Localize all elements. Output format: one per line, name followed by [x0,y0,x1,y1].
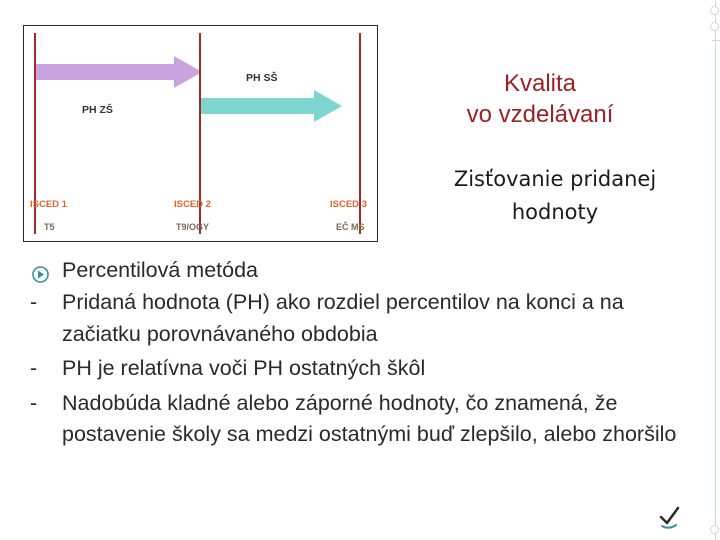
template-border-ornament [710,6,719,15]
dash-bullet-icon: - [30,356,38,380]
value-added-timeline-figure [23,25,378,242]
milestone-isced-label: ISCED 2 [174,199,211,210]
sub-bullet-text: Pridaná hodnota (PH) ako rozdiel percentilov na konci a na začiatku porovnávaného obdobia [62,290,624,346]
template-border-ornament [710,22,719,31]
secondary-stage-arrow [199,90,342,122]
slide-title-line: vo vzdelávaní [466,101,614,128]
checkmark-icon [658,505,680,534]
primary-stage-arrow [34,56,202,88]
slide-title-line: Kvalita [503,70,577,97]
sub-bullet-item [28,353,688,385]
dash-bullet-icon: - [30,390,38,415]
slide-subtitle-line: hodnoty [511,200,599,224]
primary-arrow-label: PH ZŠ [82,104,113,116]
sub-bullet-text: Nadobúda kladné alebo záporné hodnoty, čo znamená, že postavenie školy sa medzi ostatnými buď zlepšilo, alebo zhoršilo [62,390,677,446]
dash-bullet-icon: - [30,290,38,314]
bullet-list [28,256,688,451]
template-border-tick [712,40,720,41]
milestone-isced-label: ISCED 1 [30,199,67,210]
secondary-arrow-label: PH SŠ [246,72,278,84]
milestone-stage-label: T9/OGY [176,222,210,232]
slide-subtitle [390,163,720,229]
circle-arrow-bullet-icon [32,262,49,290]
slide-subtitle-line: Zisťovanie pridanej [453,167,657,191]
main-bullet-text: Percentilová metóda [62,258,258,282]
slide-title [390,68,690,130]
milestone-isced-label: ISCED 3 [330,199,367,210]
sub-bullet-item [28,287,688,350]
main-bullet-item [28,256,688,284]
milestone-stage-label: EČ MS [336,222,365,232]
sub-bullet-item [28,388,688,451]
sub-bullet-text: PH je relatívna voči PH ostatných škôl [62,356,426,380]
template-border-line [715,0,716,540]
milestone-stage-label: T5 [44,222,55,232]
template-border-ornament [710,525,719,534]
